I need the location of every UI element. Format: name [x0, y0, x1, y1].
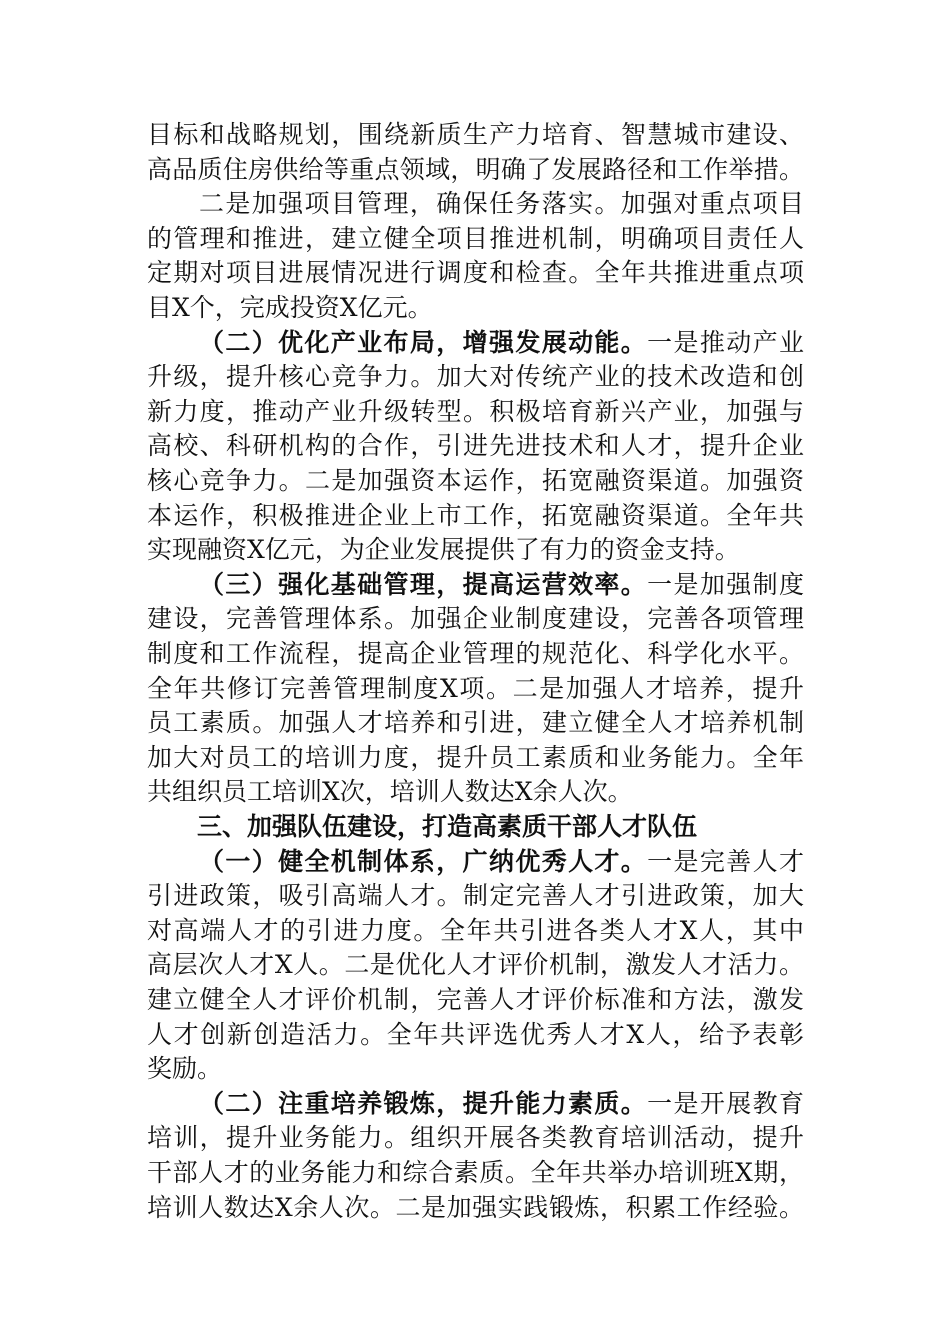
text-line	[147, 395, 804, 429]
subheading-lead: （二）优化产业布局，增强发展动能。	[199, 327, 648, 357]
line-text: 全年共修订完善管理制度X项。二是加强人才培养，提升	[147, 673, 804, 703]
text-line	[147, 1018, 804, 1052]
text-line	[147, 291, 804, 325]
text-line	[147, 741, 804, 775]
line-text: 二是加强项目管理，确保任务落实。加强对重点项目	[199, 189, 804, 219]
text-line	[147, 1087, 804, 1121]
text-line	[147, 983, 804, 1017]
line-text: 共组织员工培训X次，培训人数达X余人次。	[147, 777, 633, 807]
text-line	[147, 1121, 804, 1155]
section-heading	[147, 810, 804, 844]
line-text: 建设，完善管理体系。加强企业制度建设，完善各项管理	[147, 604, 804, 634]
text-line	[147, 568, 804, 602]
text-line	[147, 326, 804, 360]
line-text: 加大对员工的培训力度，提升员工素质和业务能力。全年	[147, 742, 804, 772]
line-text: 培训，提升业务能力。组织开展各类教育培训活动，提升	[147, 1123, 804, 1153]
text-line	[147, 222, 804, 256]
text-line	[147, 1156, 804, 1190]
line-text: 建立健全人才评价机制，完善人才评价标准和方法，激发	[147, 985, 804, 1014]
line-text: 定期对项目进展情况进行调度和检查。全年共推进重点项	[147, 258, 804, 288]
text-line	[147, 706, 804, 740]
line-text: 高层次人才X人。二是优化人才评价机制，激发人才活力。	[147, 950, 804, 980]
line-text: 对高端人才的引进力度。全年共引进各类人才X人，其中	[147, 915, 804, 945]
text-line	[147, 637, 804, 671]
text-line	[147, 1191, 804, 1225]
line-text: 员工素质。加强人才培养和引进，建立健全人才培养机制	[147, 708, 804, 738]
line-text: 制度和工作流程，提高企业管理的规范化、科学化水平。	[147, 639, 804, 668]
line-text: 目X个，完成投资X亿元。	[147, 293, 433, 322]
subheading-lead: （一）健全机制体系，广纳优秀人才。	[199, 846, 648, 876]
text-line	[147, 775, 804, 809]
line-text: 核心竞争力。二是加强资本运作，拓宽融资渠道。加强资	[147, 466, 804, 495]
text-line	[147, 1052, 804, 1086]
line-text: 一是推动产业	[647, 327, 804, 357]
line-text: 一是完善人才	[647, 846, 804, 876]
text-line	[147, 429, 804, 463]
line-text: 本运作，积极推进企业上市工作，拓宽融资渠道。全年共	[147, 500, 804, 530]
line-text: 引进政策，吸引高端人才。制定完善人才引进政策，加大	[147, 881, 804, 911]
line-text: 目标和战略规划，围绕新质生产力培育、智慧城市建设、	[147, 120, 804, 149]
line-text: 新力度，推动产业升级转型。积极培育新兴产业，加强与	[147, 396, 804, 426]
line-text: 干部人才的业务能力和综合素质。全年共举办培训班X期，	[147, 1158, 804, 1187]
text-line	[147, 118, 804, 152]
text-line	[147, 464, 804, 498]
text-line	[147, 153, 804, 187]
line-text: 实现融资X亿元，为企业发展提供了有力的资金支持。	[147, 535, 740, 565]
line-text: 三、加强队伍建设，打造高素质干部人才队伍	[197, 812, 698, 841]
line-text: 升级，提升核心竞争力。加大对传统产业的技术改造和创	[147, 362, 804, 392]
line-text: 高品质住房供给等重点领域，明确了发展路径和工作举措。	[147, 154, 804, 184]
text-line	[147, 533, 804, 567]
text-line	[147, 879, 804, 913]
text-line	[147, 499, 804, 533]
line-text: 人才创新创造活力。全年共评选优秀人才X人，给予表彰	[147, 1019, 804, 1049]
text-line	[147, 360, 804, 394]
line-text: 奖励。	[147, 1054, 223, 1084]
line-text: 高校、科研机构的合作，引进先进技术和人才，提升企业	[147, 431, 804, 461]
text-line	[147, 672, 804, 706]
line-text: 一是加强制度	[647, 569, 804, 599]
text-line	[147, 845, 804, 879]
line-text: 培训人数达X余人次。二是加强实践锻炼，积累工作经验。	[147, 1192, 804, 1222]
text-line	[147, 914, 804, 948]
subheading-lead: （二）注重培养锻炼，提升能力素质。	[199, 1088, 648, 1118]
text-line	[147, 602, 804, 636]
text-line	[147, 187, 804, 221]
text-line	[147, 256, 804, 290]
line-text: 一是开展教育	[647, 1088, 804, 1118]
line-text: 的管理和推进，建立健全项目推进机制，明确项目责任人	[147, 223, 804, 253]
subheading-lead: （三）强化基础管理，提高运营效率。	[199, 569, 648, 599]
text-line	[147, 948, 804, 982]
